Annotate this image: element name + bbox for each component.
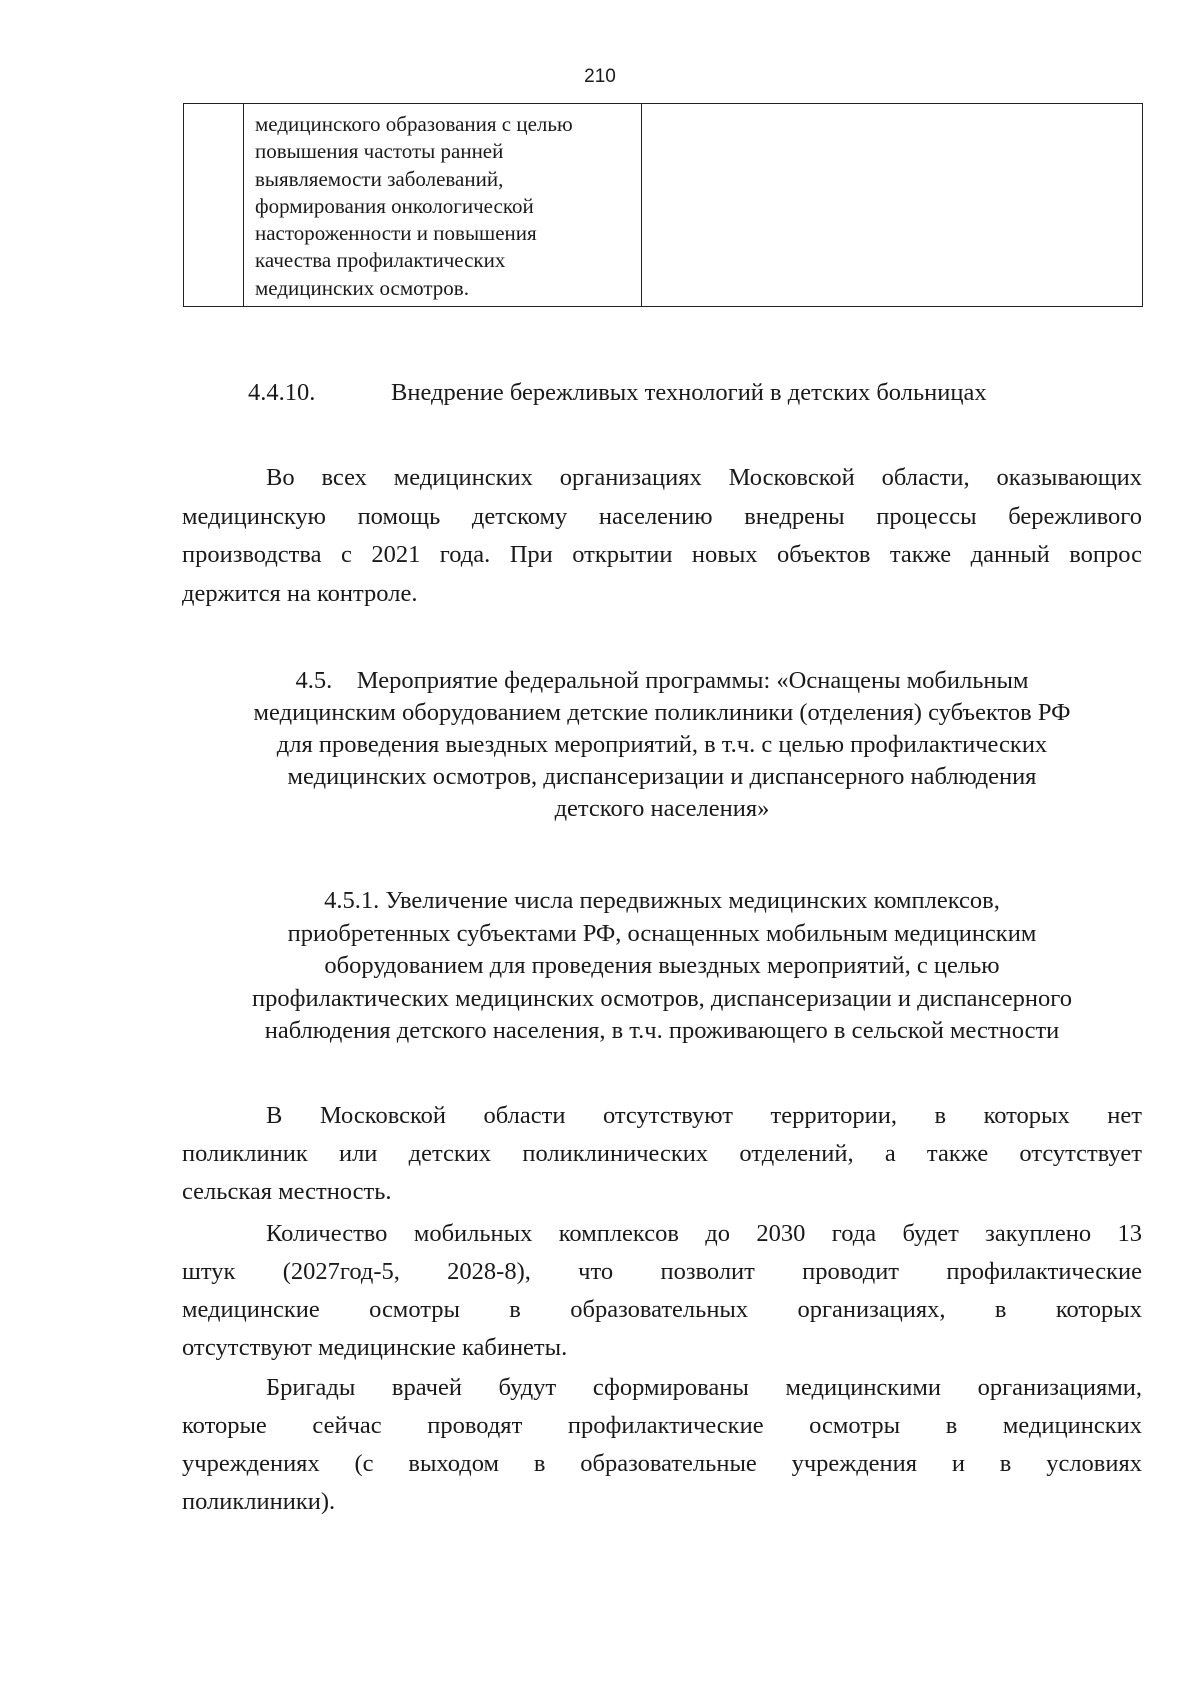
paragraph-territories [182,1097,1142,1211]
cell-text-line: медицинского образования с целью [255,112,573,136]
paragraph-line: Бригады врачей будут сформированы медицинскими организациями, [266,1374,1142,1401]
cell-text-line: выявляемости заболеваний, [255,166,504,191]
cell-text-line: настороженности и повышения [255,221,537,246]
paragraph-brigades [182,1369,1142,1521]
paragraph-line: сельская местность. [182,1178,392,1205]
paragraph-line: отсутствуют медицинские кабинеты. [182,1334,568,1361]
paragraph-line: медицинские осмотры в образовательных организациях, в которых [182,1296,1142,1323]
paragraph-line: производства с 2021 года. При открытии новых объектов также данный вопрос [182,541,1142,568]
page-number: 210 [584,66,616,87]
cell-text-line: повышения частоты ранней [255,139,504,164]
paragraph-line: держится на контроле. [182,579,418,607]
heading-line: приобретенных субъектами РФ, оснащенных мобильным медицинским [287,919,1037,947]
heading-line: 4.5.1. Увеличение числа передвижных медицинских комплексов, [324,887,1000,914]
paragraph-line: медицинскую помощь детскому населению внедрены процессы бережливого [182,502,1142,530]
continuation-table [183,103,1143,307]
paragraph-line: которые сейчас проводят профилактические осмотры в медицинских [182,1412,1142,1439]
paragraph-line: поликлиник или детских поликлинических отделений, а также отсутствует [182,1140,1142,1167]
table-row [184,104,1143,307]
paragraph-line: поликлиники). [182,1488,336,1515]
paragraph-line: В Московской области отсутствуют территории, в которых нет [266,1102,1142,1129]
paragraph-line: учреждениях (с выходом в образовательные учреждения и в условиях [182,1450,1142,1477]
table-cell-activity [244,104,642,307]
paragraph-line: Во всех медицинских организациях Московской области, оказывающих [266,464,1142,491]
heading-line: профилактических медицинских осмотров, диспансеризации и диспансерного [252,984,1072,1012]
heading-line: медицинских осмотров, диспансеризации и диспансерного наблюдения [287,763,1037,790]
section-heading-4-5-1 [182,885,1142,1048]
heading-line: наблюдения детского населения, в т.ч. проживающего в сельской местности [264,1017,1060,1044]
paragraph-mobile-complexes [182,1215,1142,1367]
paragraph-line: штук (2027год-5, 2028-8), что позволит проводит профилактические [182,1258,1142,1285]
heading-line: 4.5. Мероприятие федеральной программы: «Оснащены мобильным [295,667,1029,694]
cell-text-line: медицинских осмотров. [255,275,469,300]
table-cell-empty [642,104,1143,307]
heading-line: медицинским оборудованием детские поликлиники (отделения) субъектов РФ [253,699,1071,726]
table-cell-number [184,104,244,307]
section-heading-4-4-10 [248,377,1148,409]
paragraph-line: Количество мобильных комплексов до 2030 года будет закуплено 13 [266,1220,1142,1247]
heading-line: детского населения» [554,795,770,822]
section-number: 4.4.10. [248,379,316,406]
heading-line: для проведения выездных мероприятий, в т.ч. с целью профилактических [276,731,1048,758]
cell-text-line: качества профилактических [255,248,506,273]
cell-text-line: формирования онкологической [255,193,534,218]
heading-line: оборудованием для проведения выездных мероприятий, с целью [324,952,1000,979]
paragraph-lean-production [182,459,1142,613]
section-heading-4-5 [182,665,1142,825]
section-title: Внедрение бережливых технологий в детских больницах [391,379,987,406]
